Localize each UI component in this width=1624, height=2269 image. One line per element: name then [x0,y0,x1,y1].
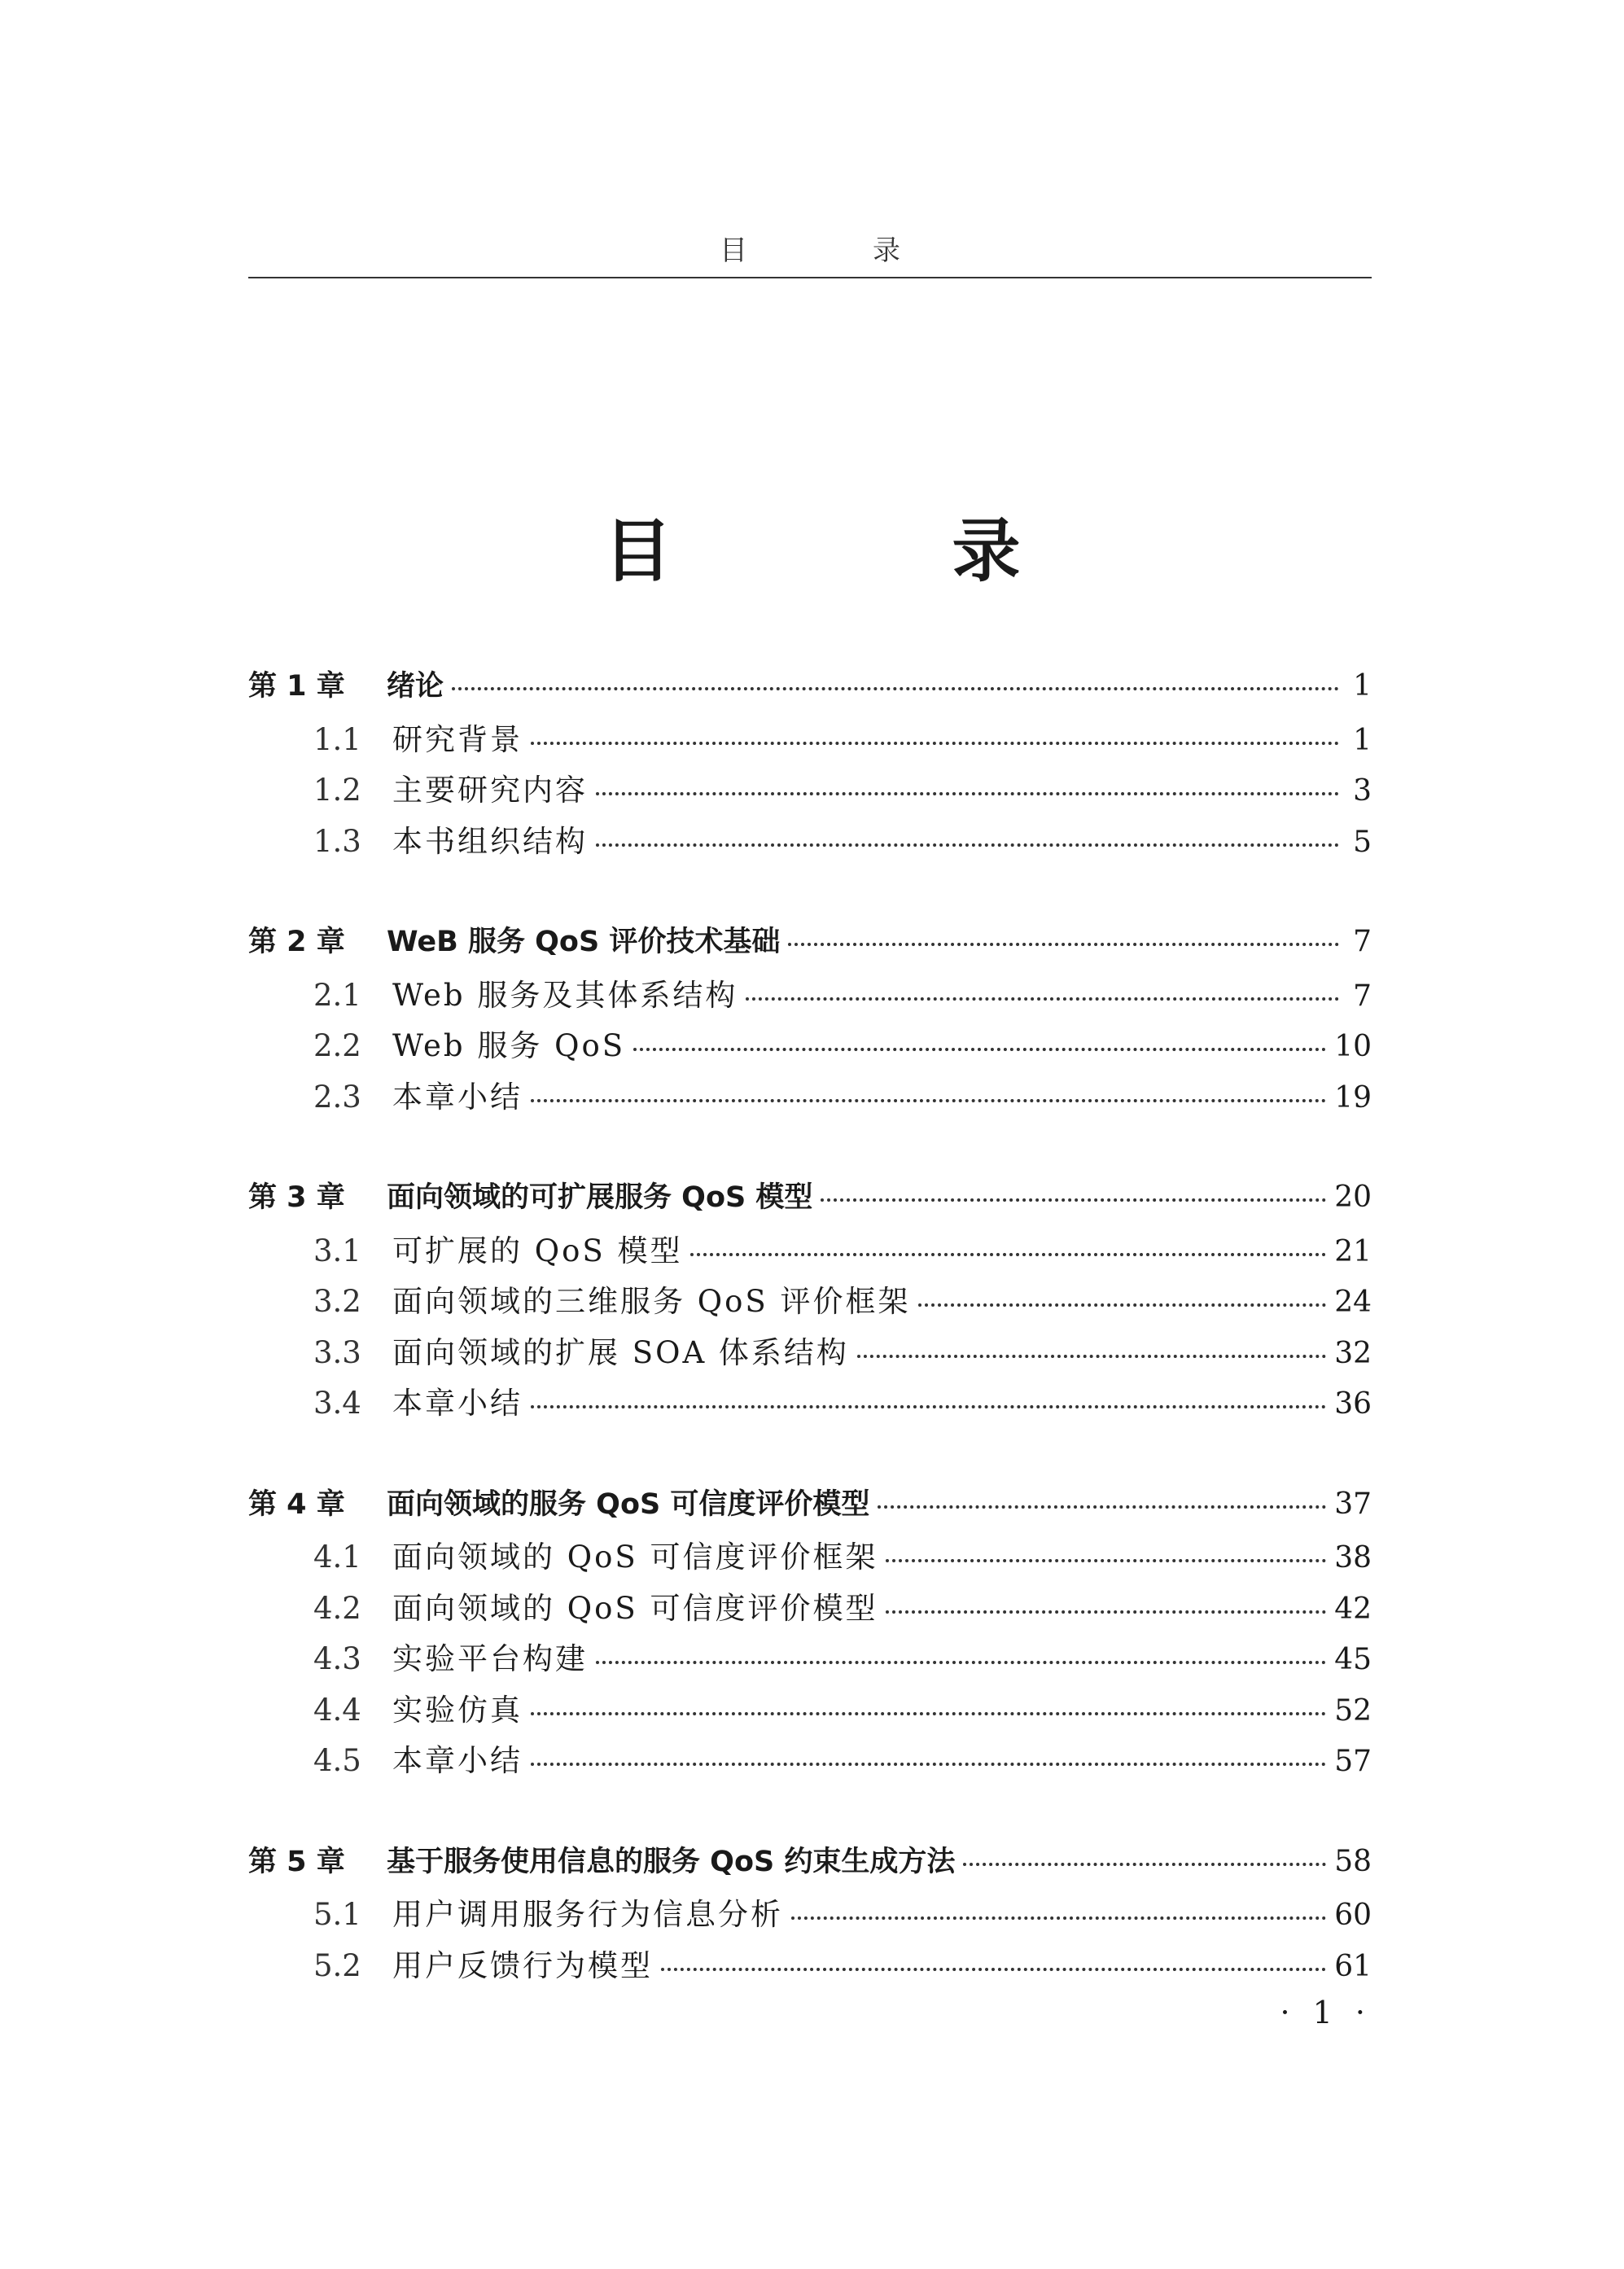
dot-leader [531,1099,1326,1102]
dot-leader [791,1916,1326,1920]
chapter-title: 面向领域的可扩展服务 QoS 模型 [387,1181,813,1214]
toc-chapter-entry[interactable] [248,1482,1372,1533]
section-number: 4.1 [313,1540,361,1575]
section-page-number: 24 [1334,1286,1372,1319]
section-number: 4.5 [313,1743,361,1778]
toc-section-entry[interactable] [248,817,1372,868]
chapter-page-number: 58 [1334,1844,1372,1878]
section-page-number: 60 [1334,1899,1372,1932]
dot-leader [788,943,1339,946]
chapter-label: 第 2 章 [248,926,345,958]
section-title: 研究背景 [392,721,523,757]
dot-leader [918,1303,1326,1307]
dot-leader [596,843,1339,847]
toc-section-entry[interactable] [248,765,1372,817]
chapter-label: 第 1 章 [248,670,345,703]
dot-leader [886,1559,1326,1562]
section-title: 本章小结 [392,1079,523,1115]
section-title: Web 服务及其体系结构 [392,977,738,1013]
toc-section-entry[interactable] [248,1021,1372,1072]
chapter-page-number: 7 [1353,925,1372,958]
section-title: 实验平台构建 [392,1641,588,1676]
section-title: 面向领域的 QoS 可信度评价框架 [392,1540,878,1575]
section-page-number: 19 [1334,1080,1372,1115]
dot-leader [531,742,1339,745]
toc-chapter-entry[interactable] [248,919,1372,970]
toc-section-entry[interactable] [248,1378,1372,1430]
section-title: 本章小结 [392,1386,523,1421]
toc-section-entry[interactable] [248,1941,1372,1992]
section-page-number: 38 [1334,1541,1372,1575]
dot-leader [878,1505,1326,1509]
chapter-block [248,1175,1372,1430]
chapter-block [248,919,1372,1123]
page-title: 目 录 [603,511,1127,591]
toc-section-entry[interactable] [248,1328,1372,1379]
dot-leader [746,997,1339,1001]
section-number: 4.4 [313,1692,361,1728]
toc-section-entry[interactable] [248,1890,1372,1941]
toc-section-entry[interactable] [248,1583,1372,1635]
dot-leader [963,1863,1326,1866]
chapter-title: 面向领域的服务 QoS 可信度评价模型 [387,1487,870,1521]
section-number: 1.2 [313,773,361,808]
toc-section-entry[interactable] [248,970,1372,1022]
section-number: 2.1 [313,977,361,1013]
dot-leader [531,1712,1326,1715]
dot-leader [596,792,1339,795]
section-number: 3.3 [313,1334,361,1370]
section-page-number: 57 [1334,1745,1372,1778]
chapter-title: 基于服务使用信息的服务 QoS 约束生成方法 [387,1845,956,1878]
section-title: Web 服务 QoS [392,1028,626,1063]
toc-chapter-entry[interactable] [248,664,1372,715]
chapter-block [248,1839,1372,1992]
section-page-number: 1 [1353,723,1372,757]
section-page-number: 5 [1353,825,1372,859]
chapter-block [248,664,1372,867]
chapter-title: WeB 服务 QoS 评价技术基础 [387,926,781,958]
section-title: 面向领域的扩展 SOA 体系结构 [392,1334,849,1370]
section-page-number: 36 [1334,1387,1372,1421]
toc-section-entry[interactable] [248,1226,1372,1277]
chapter-label: 第 3 章 [248,1181,345,1214]
toc-section-entry[interactable] [248,1634,1372,1685]
toc-chapter-entry[interactable] [248,1839,1372,1890]
section-page-number: 32 [1334,1336,1372,1370]
dot-leader [596,1661,1326,1664]
toc-section-entry[interactable] [248,1072,1372,1124]
section-number: 3.2 [313,1284,361,1319]
dot-leader [452,687,1339,690]
section-title: 面向领域的 QoS 可信度评价模型 [392,1590,878,1626]
toc-section-entry[interactable] [248,1736,1372,1787]
section-number: 5.1 [313,1897,361,1932]
section-number: 4.2 [313,1590,361,1626]
toc-section-entry[interactable] [248,715,1372,766]
toc-section-entry[interactable] [248,1685,1372,1737]
page-number: · 1 · [1280,1995,1372,2030]
dot-leader [531,1763,1326,1766]
chapter-block [248,1482,1372,1787]
dot-leader [857,1355,1326,1358]
table-of-contents [248,664,1372,2043]
running-header [248,221,1372,278]
section-page-number: 21 [1334,1234,1372,1268]
section-page-number: 45 [1334,1643,1372,1676]
toc-section-entry[interactable] [248,1532,1372,1583]
section-title: 实验仿真 [392,1692,523,1728]
chapter-page-number: 37 [1334,1487,1372,1521]
section-title: 面向领域的三维服务 QoS 评价框架 [392,1284,911,1319]
running-header-text: 目 录 [720,234,949,267]
section-page-number: 52 [1334,1693,1372,1728]
chapter-title: 绪论 [387,670,444,703]
toc-section-entry[interactable] [248,1277,1372,1328]
chapter-label: 第 4 章 [248,1487,345,1521]
section-title: 本书组织结构 [392,823,588,859]
chapter-page-number: 20 [1334,1180,1372,1214]
dot-leader [821,1198,1326,1202]
dot-leader [690,1253,1326,1256]
toc-chapter-entry[interactable] [248,1175,1372,1226]
section-title: 主要研究内容 [392,773,588,808]
section-number: 4.3 [313,1641,361,1676]
dot-leader [531,1405,1326,1408]
section-page-number: 61 [1334,1949,1372,1983]
section-number: 3.4 [313,1386,361,1421]
section-number: 2.2 [313,1028,361,1063]
chapter-page-number: 1 [1353,669,1372,703]
section-number: 3.1 [313,1233,361,1268]
section-number: 1.1 [313,721,361,757]
section-page-number: 3 [1353,774,1372,808]
section-title: 本章小结 [392,1743,523,1778]
section-title: 用户调用服务行为信息分析 [392,1897,783,1932]
section-title: 可扩展的 QoS 模型 [392,1233,683,1268]
section-page-number: 7 [1353,979,1372,1013]
chapter-label: 第 5 章 [248,1845,345,1878]
section-title: 用户反馈行为模型 [392,1947,653,1983]
section-page-number: 10 [1334,1030,1372,1063]
section-page-number: 42 [1334,1592,1372,1626]
dot-leader [886,1610,1326,1614]
section-number: 1.3 [313,823,361,859]
section-number: 2.3 [313,1079,361,1115]
dot-leader [633,1048,1326,1051]
dot-leader [661,1968,1326,1971]
section-number: 5.2 [313,1947,361,1983]
